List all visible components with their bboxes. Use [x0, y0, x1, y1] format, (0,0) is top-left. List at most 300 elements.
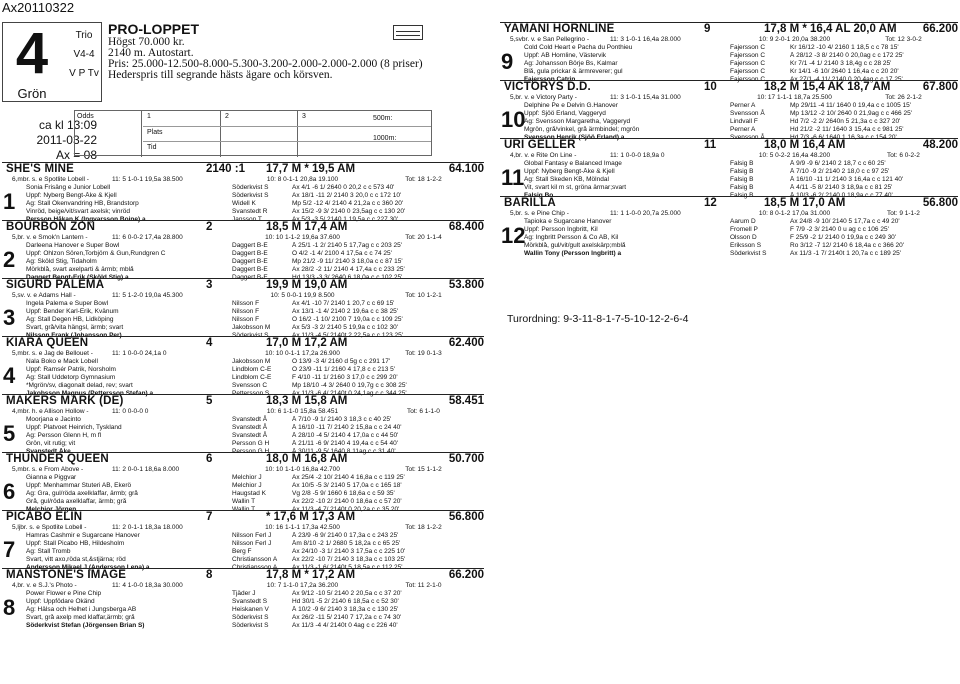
start-cell: Nilsson Ferl J [232, 540, 272, 547]
grid-1000m: 1000m: [373, 135, 397, 142]
start-row [6, 208, 484, 216]
start-cell: Å 4/11 -5 8/ 2140 3 18,9a c c 81 25' [790, 184, 893, 191]
start-cell: Falsig B [730, 168, 754, 175]
start-cell: F 25/9 -2 1/ 2140 0 19,9a c c 249 30' [790, 234, 897, 241]
start-number: 3 [206, 279, 213, 291]
start-cell: Christiansson A [232, 556, 278, 563]
start-cell: Heiskanen V [232, 606, 269, 613]
start-cell: Ax 5/3 -3 2/ 2140 5 19,9a c c 102 30' [292, 324, 399, 331]
start-cell: Haugstad K [232, 490, 266, 497]
start-cell: Daggert B-E [232, 258, 268, 265]
entry-stats [6, 292, 484, 300]
file-label: Ax20110322 [2, 0, 75, 15]
entry-header [6, 395, 484, 408]
entry-stat: 10: 10 0-1-1 17,2a 26.900 [265, 350, 340, 357]
start-cell: Å 28/10 -4 5/ 2140 4 17,0a c c 44 50' [292, 432, 399, 439]
entry-header [6, 221, 484, 234]
horse-name: YAMANI HORNLINE [504, 23, 615, 35]
entry-stat: Tot: 10 1-2-1 [405, 292, 442, 299]
title-block [108, 22, 488, 81]
start-cell: Svanstedt R [232, 208, 268, 215]
start-cell: Tapioka e Sugarcane Hanover [524, 218, 612, 225]
start-cell: Å 16/10 -11 1/ 2140 3 16,4a c c 121 40' [790, 176, 904, 183]
start-row [6, 540, 484, 548]
grid-col-1: 1 [147, 113, 151, 120]
record-times: 18,0 M 16,4 AM [764, 139, 846, 151]
start-cell: Grå, gul/röda axelklaffar, ärmb; grå [26, 498, 127, 505]
entry-stat: 11: 6 0-0-2 17,4a 28.800 [112, 234, 183, 241]
start-cell: Kr 14/1 -6 10/ 2640 1 16,4a c c 20 20' [790, 68, 899, 75]
start-cell: Andersson Mikael J (Andersson Lena) a [26, 564, 150, 571]
entry-stat: 11: 4 1-0-0 18,3a 30.000 [112, 582, 183, 589]
record-times: 19,9 M 19,0 AM [266, 279, 348, 291]
horse-entry [2, 394, 484, 455]
start-cell: Daggert B-E [232, 250, 268, 257]
post-position: 10 [501, 107, 526, 132]
start-cell: Jansson T [232, 216, 262, 223]
sulky-logo-icon [393, 25, 423, 40]
total-prize: 53.800 [448, 279, 484, 291]
start-cell: Ö 23/9 -11 1/ 2160 4 17,8 c c 213 5' [292, 366, 396, 373]
grid-divider [141, 111, 142, 157]
start-cell: Nilsson Ferl J [232, 532, 272, 539]
start-number: 10 [704, 81, 717, 93]
start-row [504, 176, 958, 184]
entry-stat: 10: 10 1-1-2 19,6a 37.600 [265, 234, 340, 241]
start-cell: Falsig Bo [524, 192, 554, 199]
start-row [6, 498, 484, 506]
horse-entry [2, 336, 484, 397]
post-position: 4 [3, 363, 16, 388]
start-cell: Äg: Stall Degen HB, Lidköping [26, 316, 114, 323]
race-ax: Ax = 08 [55, 148, 97, 162]
start-row [504, 218, 958, 226]
horse-name: SHE'S MINE [6, 163, 74, 175]
start-cell: Vinröd, beige/vit/svart axelsk; vinröd [26, 208, 130, 215]
start-cell: Lindvall F [730, 118, 758, 125]
post-position: 6 [3, 479, 16, 504]
horse-name: MANSTONE'S IMAGE [6, 569, 127, 581]
post-position: 9 [501, 49, 514, 74]
start-cell: Vg 2/8 -5 9/ 1660 6 18,6a c c 59 35' [292, 490, 395, 497]
start-cell: F 4/10 -11 1/ 2160 3 17,0 c c 299 20' [292, 374, 398, 381]
start-cell: Söderkvist S [232, 184, 269, 191]
start-cell: Perner A [730, 102, 756, 109]
start-cell: Mp 18/10 -4 3/ 2640 0 19,7g c c 308 25' [292, 382, 407, 389]
start-cell: Svart, grå axelp med klaffar,ärmb; grå [26, 614, 135, 621]
start-number: 2 [206, 221, 213, 233]
bet-types [64, 26, 104, 83]
start-row [6, 606, 484, 614]
start-cell: Äg: Stall Tromb [26, 548, 71, 555]
entry-header [504, 23, 958, 36]
grid-plats: Plats [147, 129, 163, 136]
start-number: 6 [206, 453, 213, 465]
start-row [6, 614, 484, 622]
total-prize: 56.800 [448, 511, 484, 523]
start-cell: Fajersson C [730, 60, 766, 67]
start-number: 7 [206, 511, 213, 523]
start-cell: Falsig B [730, 160, 754, 167]
entry-header [504, 139, 958, 152]
horse-name: BARILLA [504, 197, 556, 209]
start-cell: Ax 11/3 -1 6/ 2140t 5 18,5a c c 112 25' [292, 564, 403, 571]
race-time: ca kl 13:09 [38, 118, 97, 132]
entry-stat: 10: 9 2-0-1 20,0a 38.200 [758, 36, 831, 43]
start-row [6, 548, 484, 556]
record-times: 18,0 M 16,8 AM [266, 453, 348, 465]
start-cell: Vit, svart kil m st, gröna ärmar;svart [524, 184, 627, 191]
start-cell: Uppf: Platvoet Heinrich, Tyskland [26, 424, 122, 431]
bet-type: V4-4 [73, 49, 95, 60]
start-cell: Uppf: Ramsér Patrik, Norsholm [26, 366, 116, 373]
race-line: Pris: 25.000-12.500-8.000-5.300-3.200-2.000-2.000-2.000 (8 priser) [108, 58, 423, 70]
entry-stat: 5,mbr. s. e Jag de Bellouet - [12, 350, 93, 357]
start-cell: Christiansson A [232, 564, 278, 571]
entry-stats [6, 350, 484, 358]
start-cell: Berg F [232, 548, 252, 555]
start-cell: Svanstedt S [232, 598, 268, 605]
grid-odds-label: Odds [77, 113, 94, 120]
entry-stat: 11: 0 0-0-0 0 [112, 408, 149, 415]
start-row [504, 250, 958, 258]
start-row [6, 324, 484, 332]
post-position: 2 [3, 247, 16, 272]
start-cell: Persson G H [232, 448, 270, 455]
record-times: 18,5 M 17,4 AM [266, 221, 348, 233]
entry-stats [6, 176, 484, 184]
start-cell: Ax 13/1 -1 4/ 2140 2 19,6a c c 38 25' [292, 308, 399, 315]
start-row [6, 532, 484, 540]
total-prize: 58.451 [448, 395, 484, 407]
start-number: 12 [704, 197, 717, 209]
total-prize: 67.800 [922, 81, 958, 93]
start-number: 2140 :1 [206, 163, 246, 175]
start-row [6, 200, 484, 208]
race-number: 4 [15, 21, 49, 86]
entry-stats [6, 408, 484, 416]
start-cell: F 7/9 -2 3/ 2140 0 u ag c c 106 25' [790, 226, 889, 233]
horse-name: PICABO ELIN [6, 511, 83, 523]
entry-stat: 11: 3 1-0-1 15,4a 31.000 [610, 94, 681, 101]
start-cell: Å 16/10 -11 7/ 2140 2 15,8a c c 24 40' [292, 424, 402, 431]
start-cell: Pettersson S [232, 390, 270, 397]
start-cell: Ö 4/2 -1 4/ 2100 4 17,5a c c 74 25' [292, 250, 392, 257]
start-cell: Äg: Stall Okenvandring HB, Brandstorp [26, 200, 139, 207]
entry-header [6, 511, 484, 524]
start-row [6, 556, 484, 564]
start-cell: Hd 7/2 -2 2/ 2640n 5 21,3a c c 327 20' [790, 118, 901, 125]
total-prize: 62.400 [448, 337, 484, 349]
start-cell: Fromell P [730, 226, 758, 233]
start-row [6, 374, 484, 382]
horse-entry [2, 220, 484, 281]
start-cell: Widell K [232, 200, 256, 207]
entry-stat: 5,br. v. e Victory Party - [510, 94, 577, 101]
start-cell: Darleena Hanover e Super Bowl [26, 242, 120, 249]
start-cell: Ax 22/2 -10 2/ 2140 0 18,6a c c 57 20' [292, 498, 402, 505]
entry-stat: 5,ljbr. s. e Spotlite Lobell - [12, 524, 87, 531]
start-cell: Å 7/10 -9 1/ 2140 3 18,3 c c 40 25' [292, 416, 392, 423]
start-cell: Mp 21/2 -9 11/ 2140 3 18,0a c c 87 15' [292, 258, 403, 265]
start-row [6, 192, 484, 200]
start-cell: Ax 11/3 -4 5/ 2140t 2 22,5a c c 123 25' [292, 332, 403, 339]
start-cell: Å 28/12 -3 8/ 2140 0 20,0ag c c 172 25' [790, 52, 904, 59]
start-cell: Ax 26/2 -11 5/ 2140 7 17,2a c c 74 30' [292, 614, 402, 621]
start-cell: Å 23/9 -6 9/ 2140 0 17,3a c c 243 25' [292, 532, 399, 539]
start-row [504, 68, 958, 76]
record-times: * 17,6 M 17,3 AM [266, 511, 356, 523]
entry-stats [6, 234, 484, 242]
start-row [6, 184, 484, 192]
start-cell: Ax 18/1 -11 2/ 2140 3 20,0 c c 172 10' [292, 192, 402, 199]
start-cell: Hd 7/3 -6 6/ 1640 1 16,3a c c 154 20' [790, 134, 897, 141]
start-row [504, 102, 958, 110]
start-cell: Nilsson F [232, 308, 260, 315]
start-cell: Nilsson F [232, 316, 260, 323]
start-row [504, 160, 958, 168]
post-position: 11 [501, 165, 525, 190]
start-cell: Falsig B [730, 176, 754, 183]
start-row [504, 168, 958, 176]
start-cell: Ax 5/3 -3 5/ 2140 1 19,5a c c 227 30' [292, 216, 399, 223]
start-cell: Ax 11/3 -4 7/ 2140t 0 20,2a c c 35 20' [292, 506, 400, 513]
grid-col-3: 3 [302, 113, 306, 120]
horse-entry [2, 162, 484, 223]
start-row [6, 490, 484, 498]
start-cell: Lindblom C-E [232, 374, 272, 381]
start-cell: Uppf: Bender Karl-Erik, Kvänum [26, 308, 119, 315]
start-row [6, 382, 484, 390]
start-row [6, 242, 484, 250]
start-cell: Svensson Å [730, 134, 765, 141]
entry-stat: Tot: 11 2-1-0 [405, 582, 442, 589]
horse-entry [2, 278, 484, 339]
start-cell: Äg: Stall Skeden KB, Mölndal [524, 176, 609, 183]
start-cell: Mgrön, grå/vinkel, grå ärmbindel; mgrön [524, 126, 640, 133]
start-cell: Melchior J [232, 482, 262, 489]
start-row [6, 598, 484, 606]
entry-stat: 10: 5 0-2-2 16,4a 48.200 [758, 152, 831, 159]
entry-stat: Tot: 18 1-2-2 [405, 524, 442, 531]
start-cell: Fajersson C [730, 44, 766, 51]
entry-stat: 5,br. v. e Smok'n Lantern - [12, 234, 88, 241]
start-cell: Äg: Johansson Börje Bs, Kalmar [524, 60, 618, 67]
start-cell: Hd 21/2 -2 11/ 1640 3 15,4a c c 981 25' [790, 126, 904, 133]
start-cell: Melchior Jörgen [26, 506, 77, 513]
start-cell: Kr 7/1 -4 1/ 2140 3 18,4g c c 28 25' [790, 60, 892, 67]
horse-entry [2, 510, 484, 571]
start-cell: Daggert B-E [232, 242, 268, 249]
start-cell: Uppf: Sjöö Erland, Vaggeryd [524, 110, 606, 117]
start-cell: Å 25/1 -1 2/ 2140 5 17,7ag c c 203 25' [292, 242, 403, 249]
entry-stat: 5,sv. v. e Adams Hall - [12, 292, 76, 299]
entry-stat: 11: 2 0-0-1 18,6a 8.000 [112, 466, 180, 473]
grid-500m: 500m: [373, 115, 393, 122]
post-position: 3 [3, 305, 16, 330]
start-cell: Daggert Bengt-Erik (Sköld Stig) a [26, 274, 129, 281]
start-cell: Aarum D [730, 218, 756, 225]
start-cell: Jakobsson M [232, 358, 271, 365]
entry-stat: 4,br. v. e Rite On Line - [510, 152, 577, 159]
bet-type: V P Tv [69, 68, 99, 79]
horse-entry [500, 22, 958, 83]
entry-stat: 10: 5 0-0-1 19,9 8.500 [270, 292, 335, 299]
entry-stat: 5,svbr. v. e San Pellegrino - [510, 36, 590, 43]
start-cell: Ingela Palema e Super Bowl [26, 300, 109, 307]
entry-stat: Tot: 6 1-1-0 [407, 408, 440, 415]
start-cell: Sonia Frisäng e Junior Lobell [26, 184, 111, 191]
entry-stat: 6,mbr. s. e Spotlite Lobell - [12, 176, 89, 183]
start-cell: Nilsson Frank (Johansson Per) [26, 332, 122, 339]
entry-stat: 11: 1 0-0-0 18,9a 0 [610, 152, 665, 159]
entry-stat: 5,mbr. s. e From Above - [12, 466, 84, 473]
start-cell: Mp 29/11 -4 11/ 1640 0 19,4a c c 1005 15' [790, 102, 911, 109]
start-cell: Nala Boko e Mack Lobell [26, 358, 98, 365]
start-cell: Svanstedt Åke [26, 448, 71, 455]
start-cell: Wallin T [232, 498, 256, 505]
entry-stat: 10: 16 1-1-1 17,3a 42.500 [265, 524, 340, 531]
start-cell: Power Flower e Pine Chip [26, 590, 102, 597]
start-cell: Ax 9/12 -10 5/ 2140 2 20,5a c c 37 20' [292, 590, 402, 597]
start-row [6, 366, 484, 374]
start-cell: Ax 24/10 -3 1/ 2140 3 17,5a c c 225 10' [292, 548, 406, 555]
horse-name: URI GELLER [504, 139, 576, 151]
record-times: 18,5 M 17,0 AM [764, 197, 846, 209]
entry-stat: 5,br. s. e Pine Chip - [510, 210, 569, 217]
start-cell: Svanstedt Å [232, 416, 268, 423]
entry-stat: 10: 8 0-1-2 17,0a 31.000 [758, 210, 831, 217]
record-times: 17,8 M * 17,2 AM [266, 569, 356, 581]
start-cell: Svensson C [232, 382, 268, 389]
start-cell: Kr 16/12 -10 4/ 2160 1 18,5 c c 78 15' [790, 44, 899, 51]
start-cell: Ax 28/2 -2 11/ 2140 4 17,4a c c 233 25' [292, 266, 405, 273]
start-cell: Jakobsson Magnus (Pettersson Stefan) a [26, 390, 154, 397]
start-cell: Lindblom C-E [232, 366, 272, 373]
entry-stats [504, 36, 958, 44]
entry-stat: 4,mbr. h. e Allison Hollow - [12, 408, 89, 415]
result-grid [74, 110, 432, 156]
start-cell: Söderkvist S [232, 622, 269, 629]
post-position: 1 [3, 189, 16, 214]
start-cell: Uppf: Persson Ingbritt, Kil [524, 226, 598, 233]
horse-name: BOURBON ZON [6, 221, 96, 233]
start-cell: Cold Cold Heart e Pacha du Ponthieu [524, 44, 633, 51]
record-times: 18,3 M 15,8 AM [266, 395, 348, 407]
start-row [6, 308, 484, 316]
entry-stat: 10: 10 1-1-0 16,8a 42.700 [265, 466, 340, 473]
start-cell: Å 10/2 -9 6/ 2140 3 18,3a c c 130 25' [292, 606, 399, 613]
record-times: 17,7 M * 19,5 AM [266, 163, 356, 175]
entry-stat: 4,br. v. e S.J.'s Photo - [12, 582, 77, 589]
start-cell: Ax 27/1 -4 11/ 2140 0 20,4ag c c 17 25' [790, 76, 903, 83]
start-cell: Moorjana e Jacinto [26, 416, 81, 423]
start-cell: Olsson D [730, 234, 757, 241]
entry-stat: Tot: 18 1-2-2 [405, 176, 442, 183]
start-row [6, 300, 484, 308]
start-cell: Gianna e Piggvar [26, 474, 77, 481]
entries-left [2, 162, 484, 629]
start-cell: Fajersson Catrin [524, 76, 576, 83]
start-row [504, 52, 958, 60]
start-cell: Falsig B [730, 184, 754, 191]
start-cell: Mp 13/12 -2 10/ 2640 0 21,9ag c c 466 25' [790, 110, 912, 117]
horse-entry [2, 568, 484, 629]
turordning: Turordning: 9-3-11-8-1-7-5-10-12-2-6-4 [507, 313, 689, 325]
start-cell: Uppf: Uppfödare Okänd [26, 598, 95, 605]
start-row [6, 622, 484, 630]
start-cell: Uppf: AB Hornline, Västervik [524, 52, 607, 59]
start-row [504, 60, 958, 68]
post-position: 8 [3, 595, 16, 620]
race-title: PRO-LOPPET [108, 21, 200, 37]
grid-divider [297, 111, 298, 157]
start-number: 11 [704, 139, 717, 151]
entry-stats [504, 94, 958, 102]
start-cell: *Mgrön/sv, diagonalt delad, rev; svart [26, 382, 133, 389]
start-cell: Global Fantasy e Balanced Image [524, 160, 622, 167]
start-cell: Fajersson C [730, 52, 766, 59]
start-cell: Fajersson C [730, 68, 766, 75]
entry-stat: 11: 1 1-0-0 20,7a 25.000 [610, 210, 681, 217]
entry-stat: Tot: 15 1-1-2 [405, 466, 442, 473]
start-cell: Söderkvist S [232, 332, 269, 339]
total-prize: 64.100 [448, 163, 484, 175]
start-cell: Mörkblå, gul/vit/gult axelskärp;mblå [524, 242, 626, 249]
entry-stat: 11: 2 0-1-1 18,3a 18.000 [112, 524, 183, 531]
start-cell: Svanstedt Å [232, 424, 268, 431]
entry-stat: Tot: 6 0-2-2 [887, 152, 920, 159]
start-cell: Äg: Hälsa och Helhet i Jungsberga AB [26, 606, 137, 613]
start-number: 9 [704, 23, 711, 35]
record-times: 18,2 M 15,4 AK 18,7 AM [764, 81, 891, 93]
start-row [6, 590, 484, 598]
start-cell: Hamras Cashmir e Sugarcane Hanover [26, 532, 140, 539]
start-cell: Å 9/9 -9 6/ 2140 2 18,7 c c 60 25' [790, 160, 886, 167]
start-number: 4 [206, 337, 213, 349]
race-color: Grön [17, 86, 47, 101]
record-times: 17,8 M * 16,4 AL 20,0 AM [764, 23, 897, 35]
start-row [6, 416, 484, 424]
start-cell: Nilsson F [232, 300, 260, 307]
start-cell: Äg: Gra, gul/röda axelklaffar, ärmb; grå [26, 490, 138, 497]
entry-stat: 10: 7 1-1-0 17,2a 36.200 [266, 582, 339, 589]
entry-header [6, 453, 484, 466]
horse-entry [2, 452, 484, 513]
start-cell: Söderkvist S [730, 250, 767, 257]
start-cell: Ax 4/1 -10 7/ 2140 1 20,7 c c 69 15' [292, 300, 395, 307]
start-cell: Äg: Sköld Stig, Tidaholm [26, 258, 97, 265]
start-cell: Blå, gula prickar & ärmreverer; gul [524, 68, 623, 75]
start-row [504, 118, 958, 126]
start-cell: Grön, vit rutig; vit [26, 440, 76, 447]
horse-entry [500, 196, 958, 257]
start-cell: Wallin Tony (Persson Ingbritt) a [524, 250, 622, 257]
start-cell: Ax 11/3 -4 4/ 2140t 0 4ag c c 226 40' [292, 622, 398, 629]
entry-header [504, 81, 958, 94]
start-row [504, 226, 958, 234]
start-cell: Svart, vitt axo,röda st,&stjärna; röd [26, 556, 126, 563]
start-cell: Ö 13/9 -3 4/ 2160 d 5g c c 291 17' [292, 358, 391, 365]
start-cell: Ö 16/2 -1 10/ 2100 7 19,0a c c 109 25' [292, 316, 403, 323]
start-cell: Söderkvist S [232, 614, 269, 621]
start-cell: Melchior J [232, 474, 262, 481]
race-line: 2140 m. Autostart. [108, 47, 194, 59]
start-cell: Persson Håkan K (Ingvarsson Boine) a [26, 216, 146, 223]
entry-stat: 11: 3 1-0-1 16,4a 28.000 [610, 36, 681, 43]
horse-name: VICTORYS D.D. [504, 81, 591, 93]
start-cell: Åm 8/10 -2 1/ 2680 5 18,2a c c 65 25' [292, 540, 401, 547]
